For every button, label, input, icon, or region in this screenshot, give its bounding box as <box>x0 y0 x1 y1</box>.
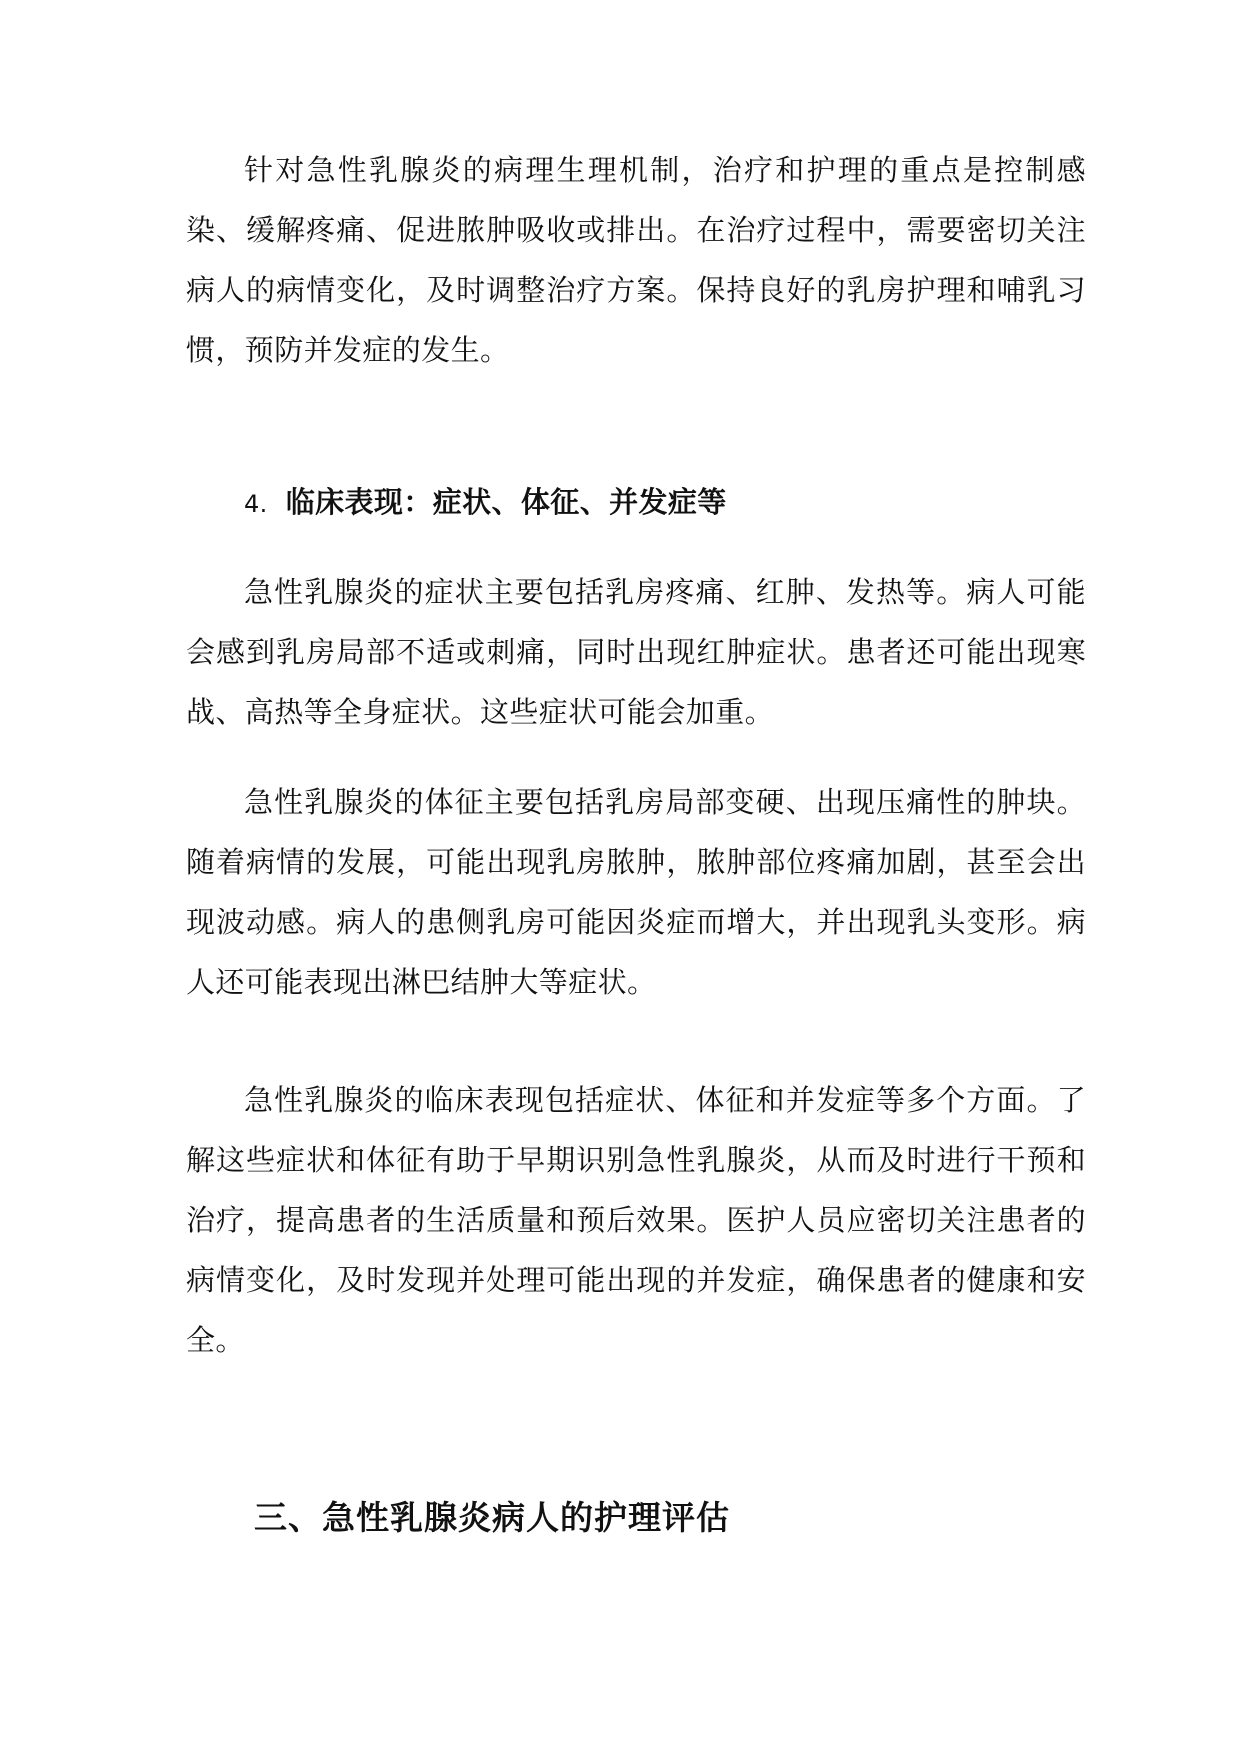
paragraph-symptoms: 急性乳腺炎的症状主要包括乳房疼痛、红肿、发热等。病人可能会感到乳房局部不适或刺痛，同时出现红肿症状。患者还可能出现寒战、高热等全身症状。这些症状可能会加重。 <box>186 575 1086 729</box>
chapter-heading-nursing-assessment: 三、急性乳腺炎病人的护理评估 <box>254 1498 730 1537</box>
paragraph-signs: 急性乳腺炎的体征主要包括乳房局部变硬、出现压痛性的肿块。随着病情的发展，可能出现乳房脓肿，脓肿部位疼痛加剧，甚至会出现波动感。病人的患侧乳房可能因炎症而增大，并出现乳头变形。病人还可能表现出淋巴结肿大等症状。 <box>186 785 1086 999</box>
paragraph-pathophysiology-treatment: 针对急性乳腺炎的病理生理机制，治疗和护理的重点是控制感染、缓解疼痛、促进脓肿吸收或排出。在治疗过程中，需要密切关注病人的病情变化，及时调整治疗方案。保持良好的乳房护理和哺乳习惯，预防并发症的发生。 <box>186 153 1086 367</box>
section-title: 临床表现：症状、体征、并发症等 <box>285 485 727 519</box>
section-number: 4. <box>244 490 268 518</box>
section-heading-clinical-manifestations <box>244 476 727 530</box>
paragraph-clinical-summary: 急性乳腺炎的临床表现包括症状、体征和并发症等多个方面。了解这些症状和体征有助于早期识别急性乳腺炎，从而及时进行干预和治疗，提高患者的生活质量和预后效果。医护人员应密切关注患者的病情变化，及时发现并处理可能出现的并发症，确保患者的健康和安全。 <box>186 1083 1086 1357</box>
